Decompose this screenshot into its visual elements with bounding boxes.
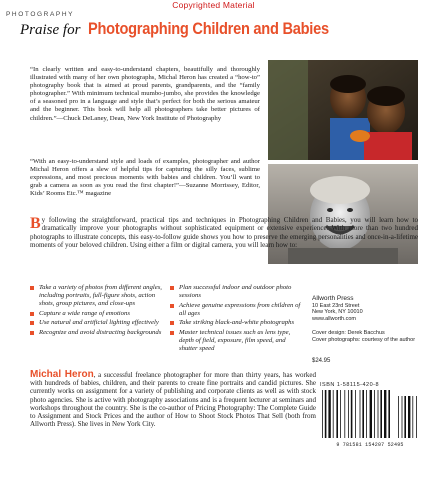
intro-paragraph <box>30 216 418 249</box>
quote-morrissey: “With an easy-to-understand style and loads of examples, photographer and author Michal Heron offers a slew of helpful tips for capturing the silly faces, sublime expressions, and most precious moments with babies and children. You’ll want to grab a camera as soon as you read the first chapter!”—Suzanne Morrissey, Editor, Kids’ Rooms Etc.™ magazine <box>30 158 260 198</box>
isbn: ISBN 1-58115-420-8 <box>320 382 380 388</box>
intro-dropcap: B <box>30 215 41 232</box>
copyright-watermark: Copyrighted Material <box>172 0 255 10</box>
category-label: PHOTOGRAPHY <box>6 11 75 18</box>
price: $24.95 <box>312 358 331 364</box>
publisher-name: Allworth Press <box>312 295 354 302</box>
publisher-address2: New York, NY 10010 <box>312 309 363 315</box>
cover-credits <box>312 330 422 343</box>
feature-list-left <box>30 284 162 354</box>
cover-design-credit: Cover design: Derek Bacchus <box>312 330 385 336</box>
list-item: Plan successful indoor and outdoor photo sessions <box>170 284 302 300</box>
barcode-main-digits: 9 781581 154207 <box>336 442 385 448</box>
list-item: Achieve genuine expressions from children of all ages <box>170 302 302 318</box>
headline-praise: Praise for <box>20 22 81 38</box>
quote-delaney: “In clearly written and easy-to-understand chapters, beautifully and thoroughly illustrated with many of her own photographs, Michal Heron has created a “how-to” photography book that is aimed at proud parents, grandparents, and the “family photographer.” With minimum technical mumbo-jumbo, she provides the knowledge of a seasoned pro in a language and style that’s perfect for both the serious amateur and the beginner. This book will help all photographers take better pictures of children.”—Chuck DeLaney, Dean, New York Institute of Photography <box>30 66 260 122</box>
feature-list <box>30 284 300 354</box>
list-item: Master technical issues such as lens type, depth of field, exposure, film speed, and shutter speed <box>170 329 302 353</box>
barcode <box>320 390 420 442</box>
author-name: Michal Heron <box>30 369 94 380</box>
headline <box>20 19 420 39</box>
intro-text: y following the straightforward, practical tips and techniques in Photographing Children and Babies, you will learn how to dramatically improve your photographs without sophisticated equipment or extensive experience. With more than two hundred photographs to illustrate concepts, this easy-to-follow guide shows you how to preserve the emerging personalities and once-in-a-lifetime moments of your beloved children. Using either a film or digital camera, you will learn how to: <box>30 216 418 249</box>
list-item: Take striking black-and-white photographs <box>170 319 302 327</box>
author-bio-text: , a successful freelance photographer for more than thirty years, has worked with hundreds of babies, children, and their parents to create fine portraits and candid pictures. She currently works on assignment for a variety of publishing and corporate clients as well as with stock photo agencies. She is active with photography associations and is a frequent lecturer at seminars and workshops throughout the country. She is the co-author of Pricing Photography: The Complete Guide to Assignment and Stock Prices and the author of How to Shoot Stock Photos That Sell (both from Allworth Press). She lives in New York City. <box>30 371 316 429</box>
barcode-addon-digits: 52495 <box>387 442 404 448</box>
feature-list-right <box>170 284 302 354</box>
list-item: Take a variety of photos from different angles, including portraits, full-figure shots, action shots, group pictures, and close-ups <box>30 284 162 308</box>
cover-photo-credit: Cover photographs: courtesy of the author <box>312 336 416 343</box>
headline-title: Photographing Children and Babies <box>88 19 330 38</box>
list-item: Use natural and artificial lighting effectively <box>30 319 162 327</box>
photo-two-boys <box>268 60 418 160</box>
publisher-web: www.allworth.com <box>312 315 357 322</box>
author-bio <box>30 371 316 428</box>
publisher-info <box>312 296 422 322</box>
list-item: Capture a wide range of emotions <box>30 310 162 318</box>
list-item: Recognize and avoid distracting backgrounds <box>30 329 162 337</box>
publisher-address1: 10 East 23rd Street <box>312 302 360 309</box>
barcode-digits <box>318 442 422 448</box>
